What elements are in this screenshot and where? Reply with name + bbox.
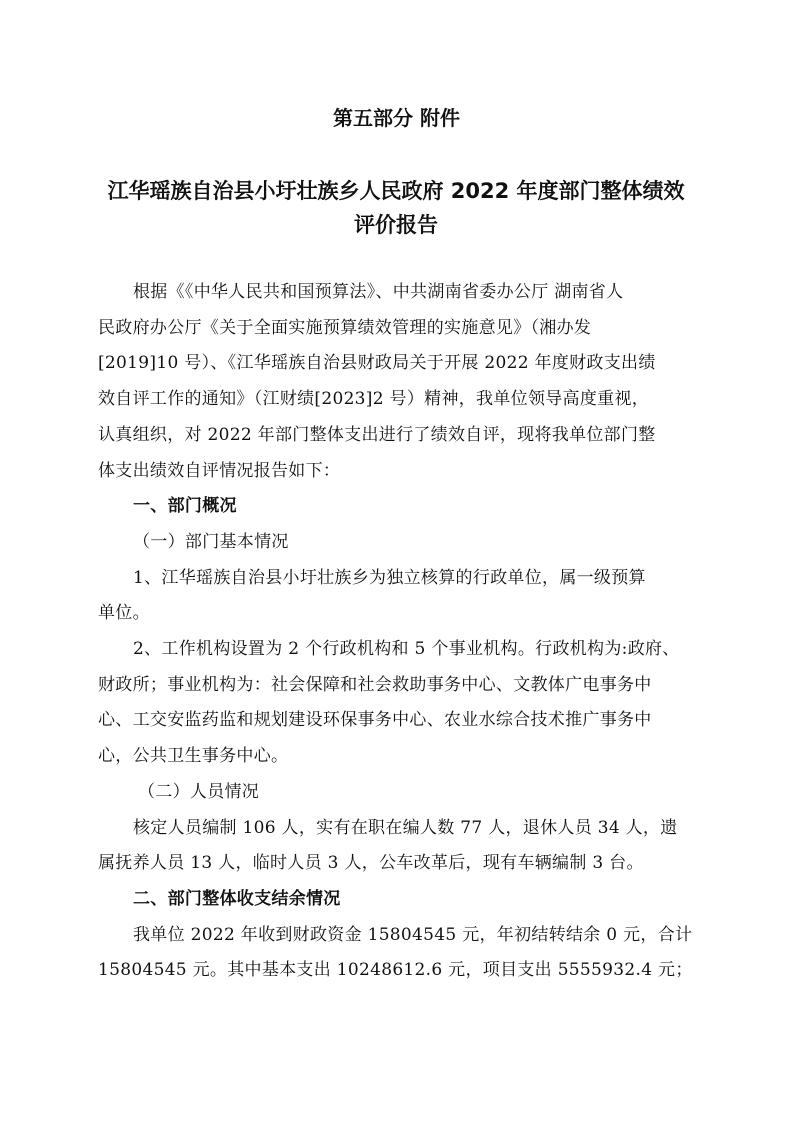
document-body: [98, 275, 696, 989]
subheading-basic-info: （一）部门基本情况: [133, 531, 289, 552]
section-title: 第五部分 附件: [333, 106, 460, 130]
item-1-line-2: 单位。: [98, 603, 150, 624]
item-2-line-2: 财政所；事业机构为：社会保障和社会救助事务中心、文教体广电事务中: [98, 674, 652, 695]
item-2-paragraph: [98, 632, 696, 775]
intro-line-5: 认真组织，对 2022 年部门整体支出进行了绩效自评，现将我单位部门整: [98, 424, 656, 445]
heading-budget-balance: 二、部门整体收支结余情况: [133, 888, 341, 909]
staff-line-2: 属抚养人员 13 人，临时人员 3 人，公车改革后，现有车辆编制 3 台。: [98, 853, 644, 874]
intro-line-2: 民政府办公厅《关于全面实施预算绩效管理的实施意见》（湘办发: [98, 317, 592, 338]
heading-department-overview: 一、部门概况: [133, 496, 237, 517]
item-2-line-3: 心、工交安监药监和规划建设环保事务中心、农业水综合技术推广事务中: [98, 710, 652, 731]
intro-line-4: 效自评工作的通知》（江财绩[2023]2 号）精神，我单位领导高度重视，: [98, 389, 650, 410]
subheading-staff: （二）人员情况: [138, 781, 260, 802]
intro-line-6: 体支出绩效自评情况报告如下：: [98, 460, 341, 481]
document-title: [96, 174, 696, 242]
staff-paragraph: [98, 811, 696, 882]
finance-line-2: 15804545 元。其中基本支出 10248612.6 元，项目支出 5555932.4 元；: [98, 960, 693, 981]
finance-line-1: 我单位 2022 年收到财政资金 15804545 元，年初结转结余 0 元，合计: [133, 924, 693, 945]
intro-line-3: [2019]10 号）、《江华瑶族自治县财政局关于开展 2022 年度财政支出绩: [98, 353, 656, 374]
staff-line-1: 核定人员编制 106 人，实有在职在编人数 77 人，退休人员 34 人，遗: [133, 817, 678, 838]
document-title-line-2: 评价报告: [354, 213, 438, 237]
intro-paragraph: [98, 275, 696, 489]
item-1-paragraph: [98, 561, 696, 632]
item-2-line-4: 心，公共卫生事务中心。: [98, 746, 289, 767]
item-2-line-1: 2、工作机构设置为 2 个行政机构和 5 个事业机构。行政机构为:政府、: [133, 639, 680, 660]
finance-paragraph: [98, 918, 696, 989]
intro-line-1: 根据《《中华人民共和国预算法》、中共湖南省委办公厅 湖南省人: [133, 282, 624, 302]
document-title-line-1: 江华瑶族自治县小圩壮族乡人民政府 2022 年度部门整体绩效: [107, 179, 685, 203]
item-1-line-1: 1、江华瑶族自治县小圩壮族乡为独立核算的行政单位，属一级预算: [133, 567, 646, 588]
